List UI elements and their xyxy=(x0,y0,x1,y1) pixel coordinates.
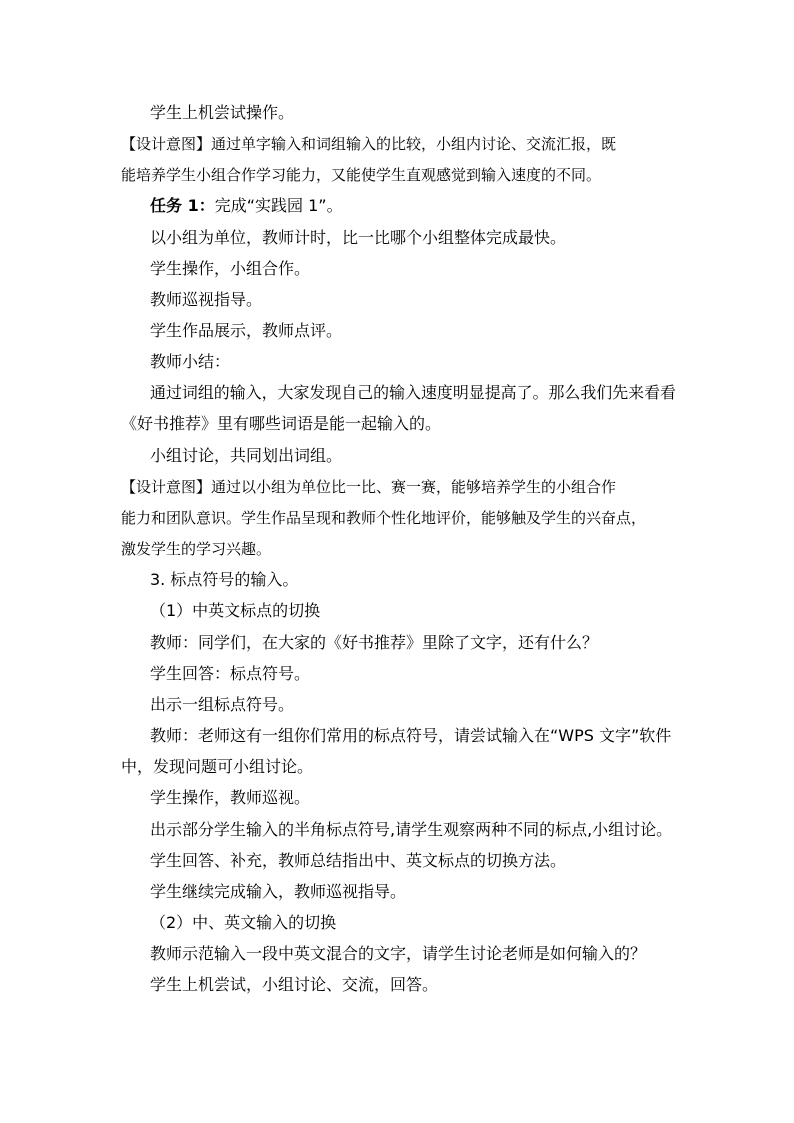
paragraph: 教师：同学们，在大家的《好书推荐》里除了文字，还有什么？ xyxy=(150,633,599,652)
paragraph: 教师：老师这有一组你们常用的标点符号，请尝试输入在“WPS 文字”软件 xyxy=(150,726,672,745)
paragraph: 学生操作，教师巡视。 xyxy=(150,788,311,807)
task-label: 任务 1： xyxy=(150,196,215,215)
paragraph: 以小组为单位，教师计时，比一比哪个小组整体完成最快。 xyxy=(150,228,567,247)
paragraph: 学生继续完成输入，教师巡视指导。 xyxy=(150,882,407,901)
paragraph: 通过词组的输入，大家发现自己的输入速度明显提高了。那么我们先来看看 xyxy=(150,383,677,402)
paragraph: 学生回答、补充，教师总结指出中、英文标点的切换方法。 xyxy=(150,851,567,870)
paragraph: 学生作品展示，教师点评。 xyxy=(150,321,343,340)
paragraph-continued: 《好书推荐》里有哪些词语是能一起输入的。 xyxy=(121,414,442,433)
paragraph: 教师示范输入一段中英文混合的文字，请学生讨论老师是如何输入的？ xyxy=(150,944,647,963)
section-heading: 3. 标点符号的输入。 xyxy=(150,570,299,589)
paragraph: 学生上机尝试，小组讨论、交流，回答。 xyxy=(150,975,439,994)
design-intent-paragraph: 【设计意图】通过以小组为单位比一比、赛一赛，能够培养学生的小组合作 xyxy=(121,478,617,496)
design-intent-paragraph-continued: 能力和团队意识。学生作品呈现和教师个性化地评价，能够触及学生的兴奋点， xyxy=(121,509,647,527)
design-intent-paragraph: 【设计意图】通过单字输入和词组输入的比较，小组内讨论、交流汇报，既 xyxy=(121,135,617,153)
subsection-heading: （1）中英文标点的切换 xyxy=(150,601,321,620)
paragraph: 学生回答：标点符号。 xyxy=(150,664,311,683)
paragraph-continued: 中，发现问题可小组讨论。 xyxy=(121,757,314,776)
paragraph: 学生操作，小组合作。 xyxy=(150,259,311,278)
paragraph: 教师巡视指导。 xyxy=(150,290,263,309)
paragraph: 小组讨论，共同划出词组。 xyxy=(150,446,343,465)
paragraph: 教师小结： xyxy=(150,352,231,371)
task-title: 完成“实践园 1”。 xyxy=(214,196,343,215)
paragraph: 出示部分学生输入的半角标点符号,请学生观察两种不同的标点,小组讨论。 xyxy=(150,820,673,839)
design-intent-paragraph-continued: 激发学生的学习兴趣。 xyxy=(121,540,272,558)
subsection-heading: （2）中、英文输入的切换 xyxy=(150,913,337,932)
paragraph: 出示一组标点符号。 xyxy=(150,695,295,714)
design-intent-paragraph-continued: 能培养学生小组合作学习能力，又能使学生直观感觉到输入速度的不同。 xyxy=(121,166,602,184)
paragraph: 学生上机尝试操作。 xyxy=(150,103,295,122)
task-heading xyxy=(150,196,343,216)
